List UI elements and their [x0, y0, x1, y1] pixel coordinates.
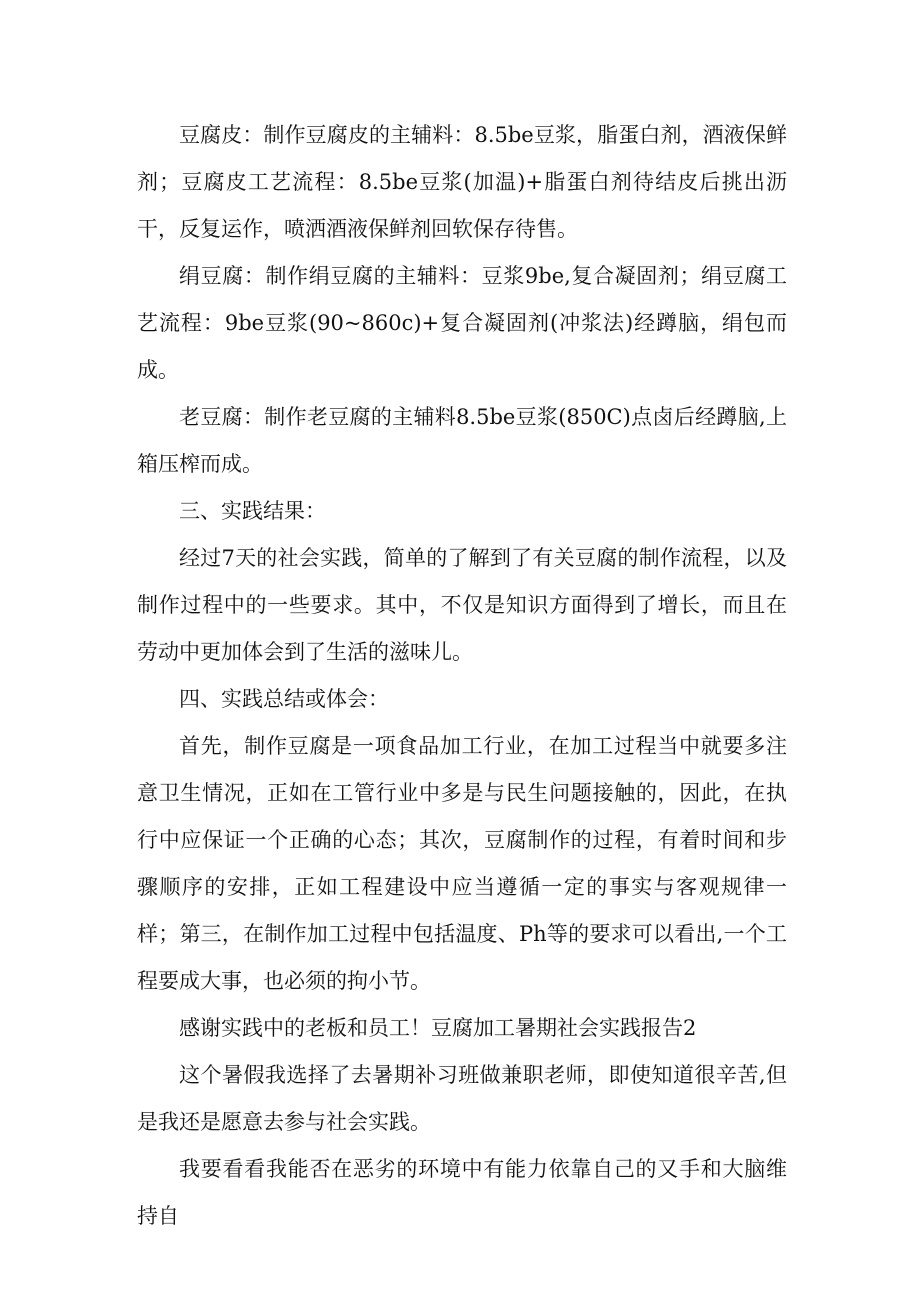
section-heading-results: 三、实践结果：	[179, 499, 326, 523]
paragraph-thanks-title: 感谢实践中的老板和员工！豆腐加工暑期社会实践报告2	[179, 1016, 697, 1040]
paragraph-summer-teacher: 这个暑假我选择了去暑期补习班做兼职老师，即使知道很辛苦,但是我还是愿意去参与社会实践。	[137, 1063, 787, 1134]
document-body	[137, 112, 787, 1240]
paragraph-silken-tofu: 绢豆腐：制作绢豆腐的主辅料：豆浆9be,复合凝固剂；绢豆腐工艺流程：9be豆浆(90~860c)+复合凝固剂(冲浆法)经蹲脑，绢包而成。	[137, 264, 787, 382]
paragraph-summary: 首先，制作豆腐是一项食品加工行业，在加工过程当中就要多注意卫生情况，正如在工管行业中多是与民生问题接触的，因此，在执行中应保证一个正确的心态；其次，豆腐制作的过程，有着时间和步骤顺序的安排，正如工程建设中应当遵循一定的事实与客观规律一样；第三，在制作加工过程中包括温度、Ph等的要求可以看出,一个工程要成大事，也必须的拘小节。	[137, 734, 787, 993]
paragraph-results: 经过7天的社会实践，简单的了解到了有关豆腐的制作流程，以及制作过程中的一些要求。其中，不仅是知识方面得到了增长，而且在劳动中更加体会到了生活的滋味儿。	[137, 546, 787, 664]
paragraph-continuation: 我要看看我能否在恶劣的环境中有能力依靠自己的又手和大脑维持自	[137, 1157, 787, 1228]
section-heading-summary: 四、实践总结或体会：	[179, 687, 389, 711]
paragraph-tofu-skin: 豆腐皮：制作豆腐皮的主辅料：8.5be豆浆，脂蛋白剂，酒液保鲜剂；豆腐皮工艺流程：8.5be豆浆(加温)+脂蛋白剂待结皮后挑出沥干，反复运作，喷洒酒液保鲜剂回软保存待售。	[137, 123, 787, 241]
paragraph-firm-tofu: 老豆腐：制作老豆腐的主辅料8.5be豆浆(850C)点卤后经蹲脑,上箱压榨而成。	[137, 405, 787, 476]
